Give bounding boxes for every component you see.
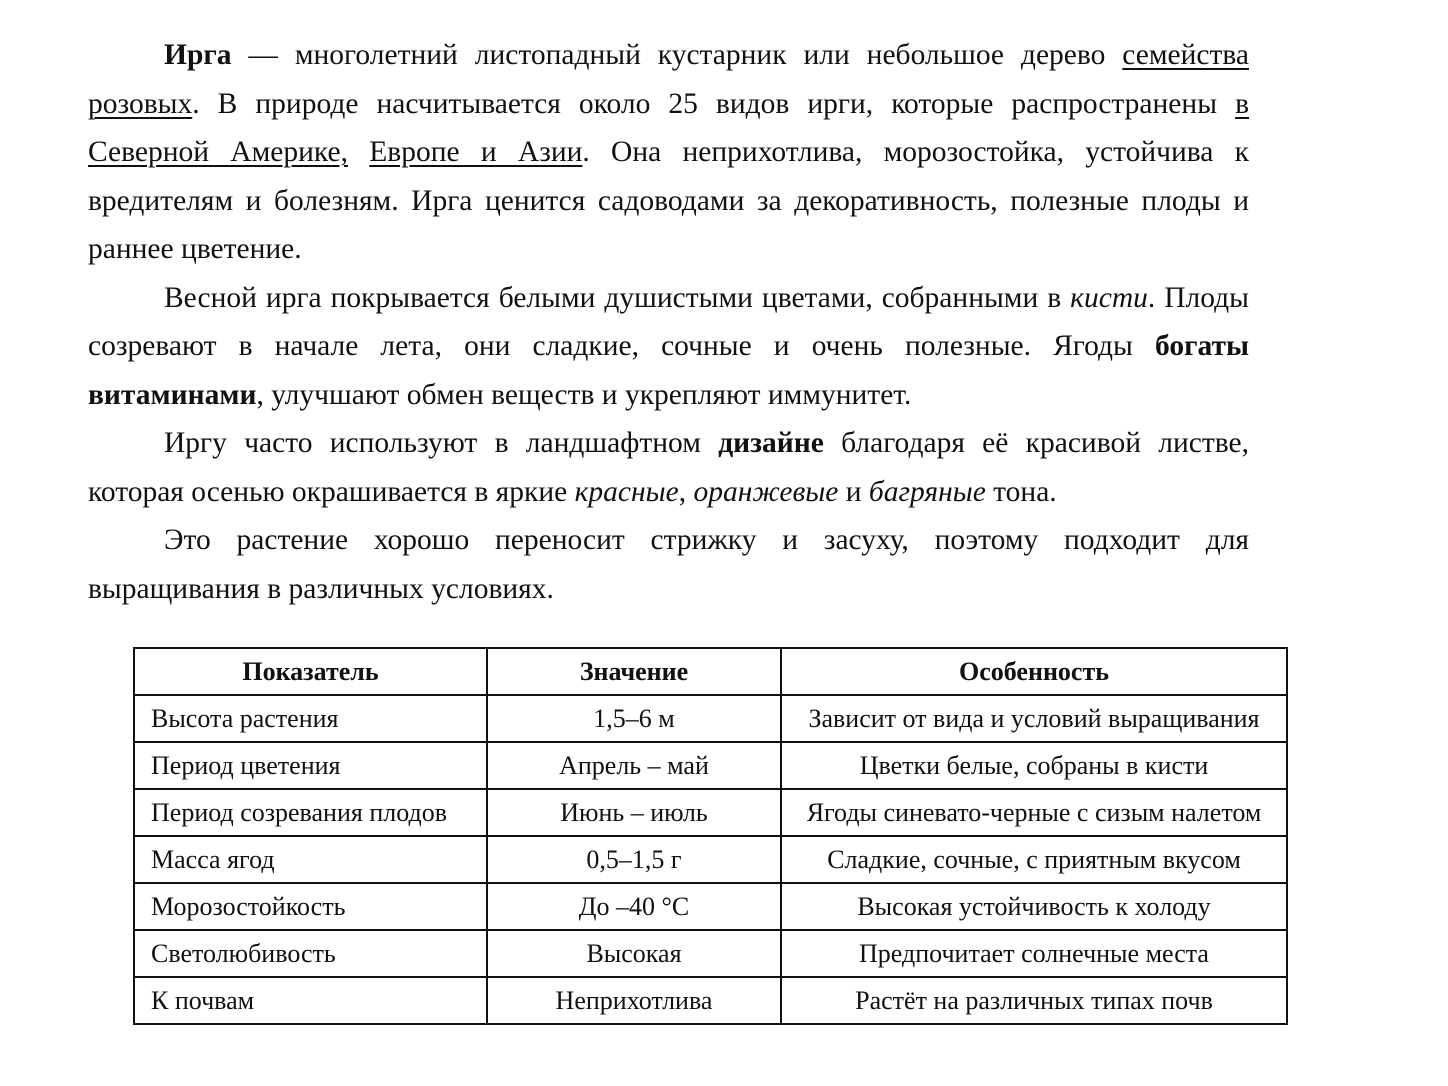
paragraph-flowering (88, 274, 1249, 420)
header-feature: Особенность (781, 648, 1287, 695)
table-row (134, 836, 1287, 883)
cell-indicator: Период цветения (134, 742, 487, 789)
header-value: Значение (487, 648, 781, 695)
cell-indicator: Период созревания плодов (134, 789, 487, 836)
text-span: Это растение хорошо переносит стрижку и засуху, поэтому подходит для выращивания в различных условиях. (88, 524, 1249, 605)
text-span: тона. (985, 475, 1057, 508)
emphasis-vitamins: богаты витаминами (88, 330, 1249, 411)
link-europe-asia[interactable]: Европе и Азии (369, 136, 583, 168)
cell-feature: Цветки белые, собраны в кисти (781, 742, 1287, 789)
text-span: Иргу часто используют в ландшафтном (164, 427, 719, 459)
link-v[interactable]: в (1235, 87, 1249, 120)
paragraph-landscape (88, 419, 1249, 516)
characteristics-table (133, 647, 1288, 1025)
term-irga: Ирга (164, 39, 232, 71)
cell-indicator: Масса ягод (134, 836, 487, 883)
table-row (134, 695, 1287, 742)
document-body (88, 31, 1249, 613)
cell-value: До –40 °С (487, 883, 781, 930)
paragraph-conditions (88, 516, 1249, 613)
header-indicator: Показатель (134, 648, 487, 695)
table-row (134, 789, 1287, 836)
cell-value: Высокая (487, 930, 781, 977)
link-rose-family[interactable]: семейства розовых (88, 39, 1249, 120)
text-span: , улучшают обмен веществ и укрепляют иммунитет. (256, 378, 912, 411)
text-span: . В природе насчитывается около 25 видов ирги, которые распространены (192, 87, 1236, 120)
text-span: . Плоды созревают в начале лета, они сладкие, сочные и очень полезные. Ягоды (88, 281, 1249, 362)
text-span: . Она неприхотлива, морозостойка, устойчива к вредителям и болезням. Ирга ценится садоводами за декоративность, полезные плоды и раннее цветение. (88, 136, 1249, 265)
cell-indicator: Морозостойкость (134, 883, 487, 930)
link-north-america[interactable]: Северной Америке, (88, 136, 348, 168)
text-span: благодаря её красивой листве, которая осенью окрашивается в яркие (88, 427, 1249, 508)
emphasis-crimson: багряные (868, 475, 986, 508)
cell-feature: Растёт на различных типах почв (781, 977, 1287, 1024)
cell-indicator: Светолюбивость (134, 930, 487, 977)
text-span: и (838, 475, 869, 508)
cell-value: Июнь – июль (487, 789, 781, 836)
cell-feature: Ягоды синевато-черные с сизым налетом (781, 789, 1287, 836)
cell-value: Неприхотлива (487, 977, 781, 1024)
cell-feature: Предпочитает солнечные места (781, 930, 1287, 977)
text-span: Весной ирга покрывается белыми душистыми цветами, собранными в (164, 281, 1071, 314)
table-row (134, 930, 1287, 977)
table-row (134, 883, 1287, 930)
table-row (134, 742, 1287, 789)
table-row (134, 977, 1287, 1024)
cell-indicator: Высота растения (134, 695, 487, 742)
text-span (348, 136, 369, 168)
cell-value: 1,5–6 м (487, 695, 781, 742)
emphasis-red: красные (574, 475, 679, 508)
text-span: , (678, 475, 694, 508)
emphasis-kisti: кисти (1070, 281, 1148, 314)
text-span: — многолетний листопадный кустарник или небольшое дерево (231, 39, 1123, 71)
paragraph-intro (88, 31, 1249, 274)
cell-indicator: К почвам (134, 977, 487, 1024)
cell-value: 0,5–1,5 г (487, 836, 781, 883)
cell-value: Апрель – май (487, 742, 781, 789)
cell-feature: Зависит от вида и условий выращивания (781, 695, 1287, 742)
table-header-row (134, 648, 1287, 695)
cell-feature: Сладкие, сочные, с приятным вкусом (781, 836, 1287, 883)
emphasis-orange: оранжевые (693, 475, 839, 508)
emphasis-design: дизайне (718, 427, 824, 459)
cell-feature: Высокая устойчивость к холоду (781, 883, 1287, 930)
